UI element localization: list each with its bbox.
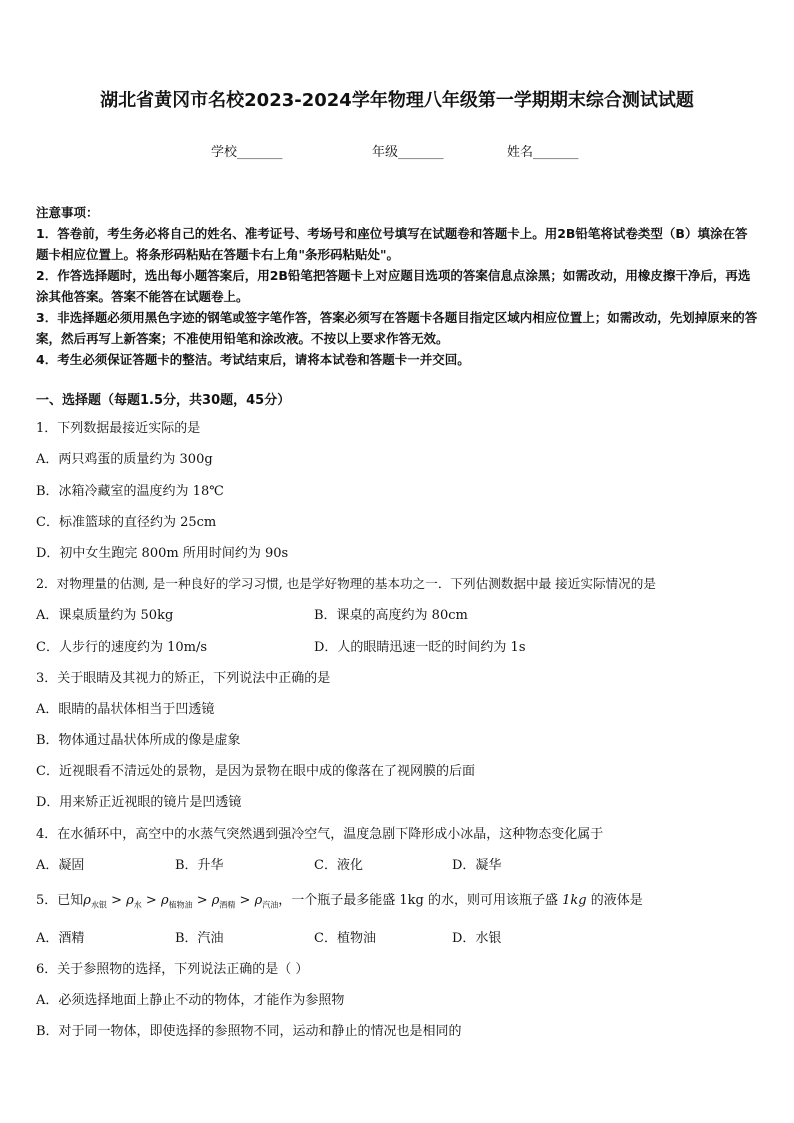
question-5-option-d: D．水银 [452, 931, 502, 946]
rho-sub-gasoline: 汽油 [262, 900, 279, 910]
rho-symbol: ρ [83, 893, 91, 908]
question-3-stem: 3．关于眼睛及其视力的矫正，下列说法中正确的是 [36, 671, 331, 686]
question-4-option-c: C．液化 [314, 858, 363, 873]
name-field: 姓名_______ [507, 145, 579, 160]
rho-symbol: ρ [126, 893, 134, 908]
notice-heading: 注意事项： [36, 205, 99, 220]
question-5-option-a: A．酒精 [36, 931, 85, 946]
rho-symbol: ρ [160, 893, 169, 908]
page-title: 湖北省黄冈市名校2023-2024学年物理八年级第一学期期末综合测试试题 [100, 90, 694, 111]
question-6-stem: 6．关于参照物的选择，下列说法正确的是（ ） [36, 962, 309, 977]
notice-item-4: 4．考生必须保证答题卡的整洁。考试结束后，请将本试卷和答题卡一并交回。 [36, 352, 470, 367]
school-field: 学校_______ [211, 145, 283, 160]
question-5-option-b: B．汽油 [175, 931, 224, 946]
question-4-option-d: D．凝华 [452, 858, 502, 873]
question-2-option-a: A．课桌质量约为 50kg [36, 608, 174, 623]
section-heading: 一、选择题（每题1.5分，共30题，45分） [36, 393, 291, 408]
rho-sub-alcohol: 酒精 [219, 900, 236, 910]
question-1-option-b: B．冰箱冷藏室的温度约为 18℃ [36, 484, 224, 499]
question-6-option-a: A．必须选择地面上静止不动的物体，才能作为参照物 [36, 993, 345, 1008]
notice-item-2: 2．作答选择题时，选出每小题答案后，用2B铅笔把答题卡上对应题目选项的答案信息点涂黑；如需改动，用橡皮擦干净后，再选涂其他答案。答案不能答在试题卷上。 [36, 268, 751, 304]
gt-symbol: > [106, 893, 127, 908]
gt-symbol: > [235, 893, 255, 908]
gt-symbol: > [192, 893, 212, 908]
question-5-option-c: C．植物油 [314, 931, 376, 946]
question-3-option-b: B．物体通过晶状体所成的像是虚象 [36, 733, 241, 748]
question-4-option-b: B．升华 [175, 858, 224, 873]
question-2-option-b: B．课桌的高度约为 80cm [314, 608, 468, 623]
notice-item-1: 1．答卷前，考生务必将自己的姓名、准考证号、考场号和座位号填写在试题卷和答题卡上。用2B铅笔将试卷类型（B）填涂在答题卡相应位置上。将条形码粘贴在答题卡右上角"条形码粘贴处"。 [36, 226, 748, 262]
notice-item-3: 3．非选择题必须用黑色字迹的钢笔或签字笔作答，答案必须写在答题卡各题目指定区域内相应位置上；如需改动，先划掉原来的答案，然后再写上新答案；不准使用铅笔和涂改液。不按以上要求作答无效。 [36, 310, 758, 346]
question-4-stem: 4．在水循环中，高空中的水蒸气突然遇到强冷空气，温度急剧下降形成小冰晶，这种物态变化属于 [36, 827, 604, 842]
rho-symbol: ρ [254, 893, 263, 908]
q5-mass: 1kg [562, 893, 587, 908]
question-2-stem: 2．对物理量的估测, 是一种良好的学习习惯, 也是学好物理的基本功之一．下列估测数据中最 接近实际情况的是 [36, 576, 656, 591]
question-1-stem: 1．下列数据最接近实际的是 [36, 421, 201, 436]
rho-sub-mercury: 水银 [90, 900, 107, 910]
question-6-option-b: B．对于同一物体，即使选择的参照物不同，运动和静止的情况也是相同的 [36, 1024, 462, 1039]
question-1-option-a: A．两只鸡蛋的质量约为 300g [36, 452, 213, 467]
q5-suffix-2: 的液体是 [586, 893, 643, 908]
question-5-stem [36, 889, 643, 911]
q5-prefix: 5．已知 [36, 893, 84, 908]
question-1-option-d: D．初中女生跑完 800m 所用时间约为 90s [36, 546, 289, 561]
notice-block [36, 202, 758, 370]
question-2-option-d: D．人的眼睛迅速一眨的时间约为 1s [314, 640, 526, 655]
gt-symbol: > [141, 893, 161, 908]
grade-field: 年级_______ [372, 145, 444, 160]
q5-suffix-1: ，一个瓶子最多能盛 1kg 的水，则可用该瓶子盛 [278, 893, 563, 908]
question-1-option-c: C．标准篮球的直径约为 25cm [36, 515, 217, 530]
rho-symbol: ρ [211, 893, 220, 908]
rho-sub-oil: 植物油 [168, 900, 193, 910]
question-2-option-c: C．人步行的速度约为 10m/s [36, 640, 207, 655]
question-4-option-a: A．凝固 [36, 858, 85, 873]
question-3-option-c: C．近视眼看不清远处的景物，是因为景物在眼中成的像落在了视网膜的后面 [36, 764, 475, 779]
rho-sub-water: 水 [133, 900, 142, 910]
question-3-option-d: D．用来矫正近视眼的镜片是凹透镜 [36, 795, 242, 810]
question-3-option-a: A．眼睛的晶状体相当于凹透镜 [36, 702, 215, 717]
